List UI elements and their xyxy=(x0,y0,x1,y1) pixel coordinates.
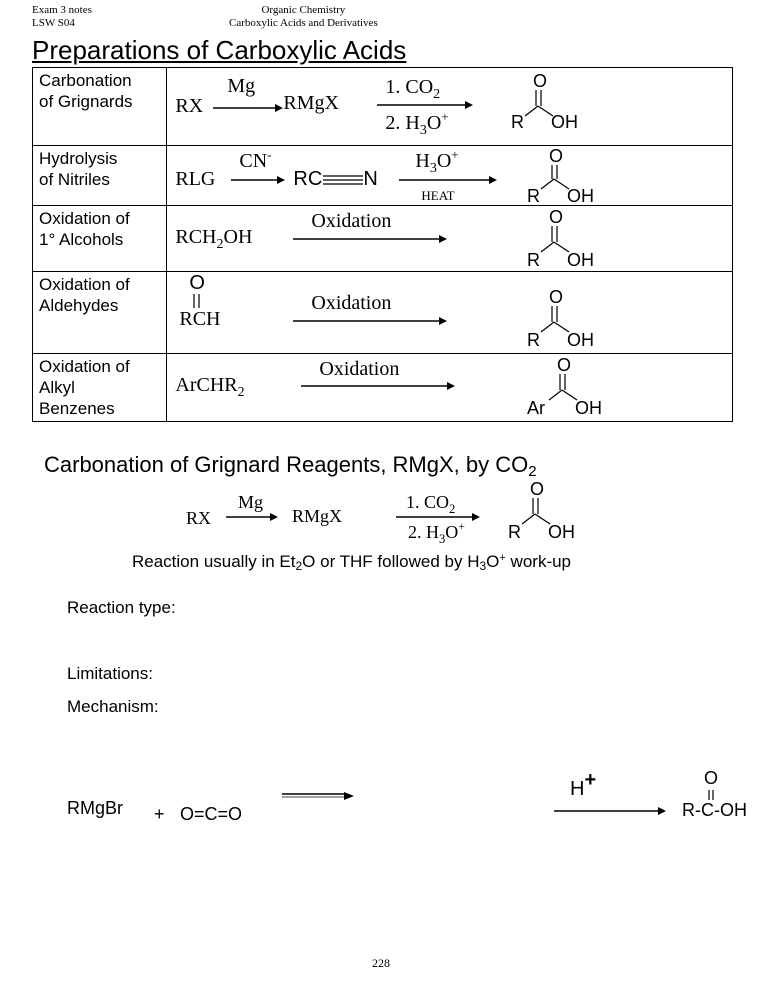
reagent: Oxidation xyxy=(311,210,392,232)
mechanism-plus: + xyxy=(154,804,165,824)
condition-label: HEAT xyxy=(421,188,455,203)
row-label xyxy=(33,146,167,206)
aryl-carboxylic-acid-structure xyxy=(501,354,621,420)
product-oxygen: O xyxy=(704,768,719,788)
preparations-table xyxy=(32,67,733,422)
reaction-arrow xyxy=(213,104,283,112)
step-2: 2. $H_3O^+$ xyxy=(408,520,465,546)
mechanism-reactant: RMgBr xyxy=(67,798,124,818)
acid-hydroxyl: OH xyxy=(567,186,595,206)
acid-r-group: R xyxy=(527,186,541,206)
nitrile-nitrogen: N xyxy=(363,168,378,190)
table-row xyxy=(33,68,733,146)
page-title: Preparations of Carboxylic Acids xyxy=(32,35,407,65)
carbonation-equation xyxy=(186,480,606,550)
row-label xyxy=(33,272,167,354)
header-left xyxy=(32,4,92,30)
aldehyde-oxygen: O xyxy=(189,272,205,294)
header-exam: Exam 3 notes xyxy=(32,4,92,16)
reaction-scheme xyxy=(167,206,733,272)
label-line: Benzenes xyxy=(39,399,115,418)
limitations-label: Limitations: xyxy=(67,664,153,683)
reaction-arrow xyxy=(399,176,497,184)
reactant: ArCHR$_2$ xyxy=(175,374,245,400)
carboxylic-acid-structure xyxy=(484,480,594,546)
reaction-arrow xyxy=(396,513,480,521)
reaction-arrow xyxy=(377,101,473,109)
reaction-arrow xyxy=(554,807,666,815)
step-1: 1. $CO_2$ xyxy=(385,76,441,102)
label-line: Hydrolysis xyxy=(39,149,118,168)
table-row xyxy=(33,206,733,272)
nitrile-carbon: RC xyxy=(293,168,323,190)
label-line: Aldehydes xyxy=(39,296,119,315)
acid-hydroxyl: OH xyxy=(567,250,595,270)
reagent: Mg xyxy=(238,492,264,512)
header-center xyxy=(229,4,378,30)
carboxylic-acid-structure xyxy=(503,286,613,352)
acid-oxygen: O xyxy=(549,287,564,307)
reagent: Oxidation xyxy=(319,358,400,380)
reaction-scheme xyxy=(167,146,733,206)
label-line: of Nitriles xyxy=(39,170,110,189)
label-line: 1° Alcohols xyxy=(39,230,124,249)
acid-oxygen: O xyxy=(530,479,545,499)
reaction-arrow xyxy=(231,176,285,184)
acid-aryl-group: Ar xyxy=(527,398,546,418)
reaction-scheme xyxy=(167,354,733,422)
proton-reagent: H+ xyxy=(570,769,597,800)
acid-oxygen: O xyxy=(533,71,548,91)
acid-r-group: R xyxy=(508,522,521,542)
reaction-arrow xyxy=(226,513,278,521)
header-topic: Carboxylic Acids and Derivatives xyxy=(229,17,378,29)
reaction-arrow xyxy=(301,382,455,390)
reactant: RX xyxy=(175,95,204,117)
reactant: RLG xyxy=(175,168,216,190)
reaction-arrow xyxy=(293,235,447,243)
acid-r-group: R xyxy=(527,330,541,350)
acid-r-group: R xyxy=(527,250,541,270)
reaction-type-label: Reaction type: xyxy=(67,598,176,617)
carboxylic-acid-structure xyxy=(487,68,597,134)
row-label xyxy=(33,354,167,422)
hydrolysis-reagent: $H_3O^+$ xyxy=(415,147,459,176)
label-line: Oxidation of xyxy=(39,275,130,294)
row-label xyxy=(33,68,167,146)
reactant: RCH xyxy=(179,308,221,330)
reagent: CN- xyxy=(239,147,272,172)
mechanism-label: Mechanism: xyxy=(67,697,159,716)
acid-hydroxyl: OH xyxy=(551,112,579,132)
page-number: 228 xyxy=(372,956,390,970)
row-label xyxy=(33,206,167,272)
header-course-code: LSW S04 xyxy=(32,17,75,29)
acid-hydroxyl: OH xyxy=(567,330,595,350)
table-row xyxy=(33,146,733,206)
mechanism-product: R-C-OH xyxy=(682,800,747,820)
carbon-dioxide: O=C=O xyxy=(180,804,243,824)
step-1: 1. $CO_2$ xyxy=(406,492,456,516)
label-line: Oxidation of xyxy=(39,357,130,376)
reagent: Mg xyxy=(227,75,256,97)
section-heading: Carbonation of Grignard Reagents, RMgX, by CO2 xyxy=(44,452,537,480)
reaction-arrow xyxy=(282,792,354,800)
reaction-scheme xyxy=(167,272,733,354)
triple-bond xyxy=(323,174,363,186)
label-line: Oxidation of xyxy=(39,209,130,228)
table-row xyxy=(33,354,733,422)
acid-oxygen: O xyxy=(549,207,564,227)
intermediate: RMgX xyxy=(292,506,343,526)
header-subject: Organic Chemistry xyxy=(261,4,346,16)
carboxylic-acid-structure xyxy=(503,206,613,272)
reaction-arrow xyxy=(293,317,447,325)
reactant: $RCH_2OH$ xyxy=(175,226,253,252)
carboxylic-acid-structure xyxy=(503,146,613,206)
acid-oxygen: O xyxy=(557,355,572,375)
label-line: Alkyl xyxy=(39,378,75,397)
reagent: Oxidation xyxy=(311,292,392,314)
intermediate: RMgX xyxy=(283,92,339,114)
acid-oxygen: O xyxy=(549,146,564,166)
label-line: Carbonation xyxy=(39,71,132,90)
label-line: of Grignards xyxy=(39,92,133,111)
acid-hydroxyl: OH xyxy=(575,398,603,418)
step-2: 2. $H_3O^+$ xyxy=(385,109,449,138)
table-row xyxy=(33,272,733,354)
reaction-scheme xyxy=(167,68,733,146)
reaction-conditions-note: Reaction usually in Et2O or THF followed by H3O+ work-up xyxy=(132,552,572,573)
acid-hydroxyl: OH xyxy=(548,522,575,542)
reactant: RX xyxy=(186,508,212,528)
acid-r-group: R xyxy=(511,112,525,132)
